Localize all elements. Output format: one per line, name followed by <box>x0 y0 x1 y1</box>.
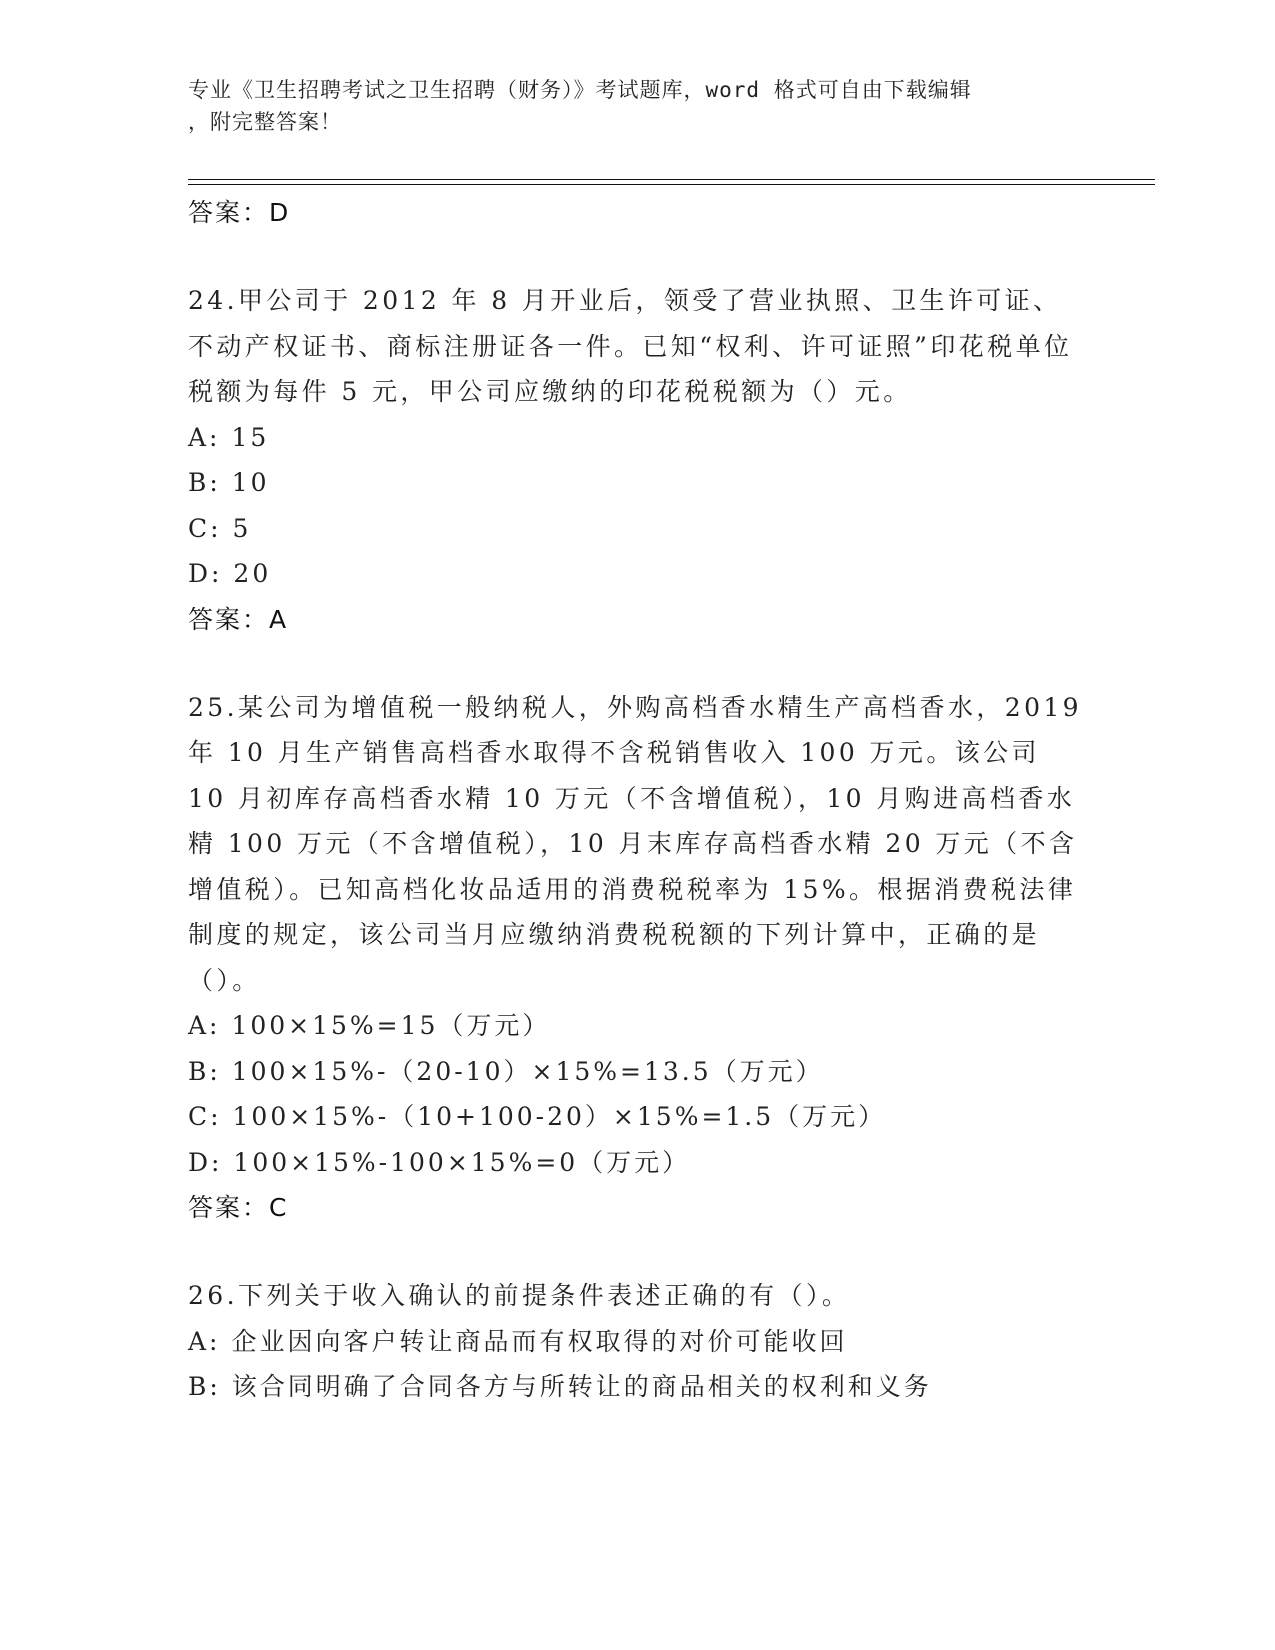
question-text: 26.下列关于收入确认的前提条件表述正确的有（）。 <box>188 1281 851 1310</box>
question-26 <box>188 1273 1088 1410</box>
header-divider-bottom <box>188 184 1155 185</box>
question-text: 25.某公司为增值税一般纳税人，外购高档香水精生产高档香水，2019 年 10 月生产销售高档香水取得不含税销售收入 100 万元。该公司 10 月初库存高档香水精 10 万元（不含增值税），10 月购进高档香水精 100 万元（不含增值税），10 月末库存高档香水精 20 万元（不含增值税）。已知高档化妆品适用的消费税税率为 15%。根据消费税法律制度的规定，该公司当月应缴纳消费税税额的下列计算中，正确的是（）。 <box>188 692 1082 995</box>
header-line-2: ，附完整答案！ <box>188 110 342 134</box>
option-letter: A: <box>188 1011 221 1040</box>
option-letter: C: <box>188 513 222 543</box>
option-b <box>188 460 1088 506</box>
option-letter: B: <box>188 1056 221 1086</box>
option-letter: B: <box>188 468 221 497</box>
question-25 <box>188 685 1088 1232</box>
option-text: 该合同明确了合同各方与所转让的商品相关的权利和义务 <box>231 1372 932 1401</box>
question-text: 24.甲公司于 2012 年 8 月开业后，领受了营业执照、卫生许可证、不动产权证书、商标注册证各一件。已知“权利、许可证照”印花税单位税额为每件 5 元，甲公司应缴纳的印花税税额为（）元。 <box>188 286 1073 406</box>
answer-24: 答案：A <box>188 604 289 634</box>
option-text: 10 <box>231 468 270 497</box>
option-letter: A: <box>188 1326 221 1356</box>
option-d <box>188 1140 1088 1186</box>
question-content <box>188 190 1088 1410</box>
answer-25: 答案：C <box>188 1193 289 1222</box>
question-24 <box>188 278 1088 643</box>
option-a <box>188 1003 1088 1049</box>
option-text: 100×15%-（10+100-20）×15%=1.5（万元） <box>232 1102 887 1131</box>
option-text: 企业因向客户转让商品而有权取得的对价可能收回 <box>231 1326 848 1356</box>
option-letter: D: <box>188 559 223 588</box>
option-letter: A: <box>188 422 221 452</box>
option-d <box>188 551 1088 597</box>
option-text: 20 <box>233 559 272 588</box>
option-letter: C: <box>188 1102 222 1131</box>
option-b <box>188 1049 1088 1095</box>
option-c <box>188 506 1088 552</box>
option-a <box>188 1319 1088 1365</box>
option-c <box>188 1094 1088 1140</box>
option-text: 100×15%=15（万元） <box>231 1011 551 1040</box>
option-text: 100×15%-（20-10）×15%=13.5（万元） <box>231 1056 824 1086</box>
previous-answer: 答案：D <box>188 198 291 227</box>
option-a <box>188 415 1088 461</box>
option-text: 5 <box>232 513 252 543</box>
header-line-1: 专业《卫生招聘考试之卫生招聘（财务）》考试题库，word 格式可自由下载编辑 <box>188 78 972 102</box>
option-letter: D: <box>188 1147 223 1177</box>
header-divider-top <box>188 179 1155 180</box>
page-header <box>188 74 1068 138</box>
option-b <box>188 1364 1088 1410</box>
option-text: 100×15%-100×15%=0（万元） <box>233 1147 691 1177</box>
option-letter: B: <box>188 1372 221 1401</box>
option-text: 15 <box>231 422 270 452</box>
